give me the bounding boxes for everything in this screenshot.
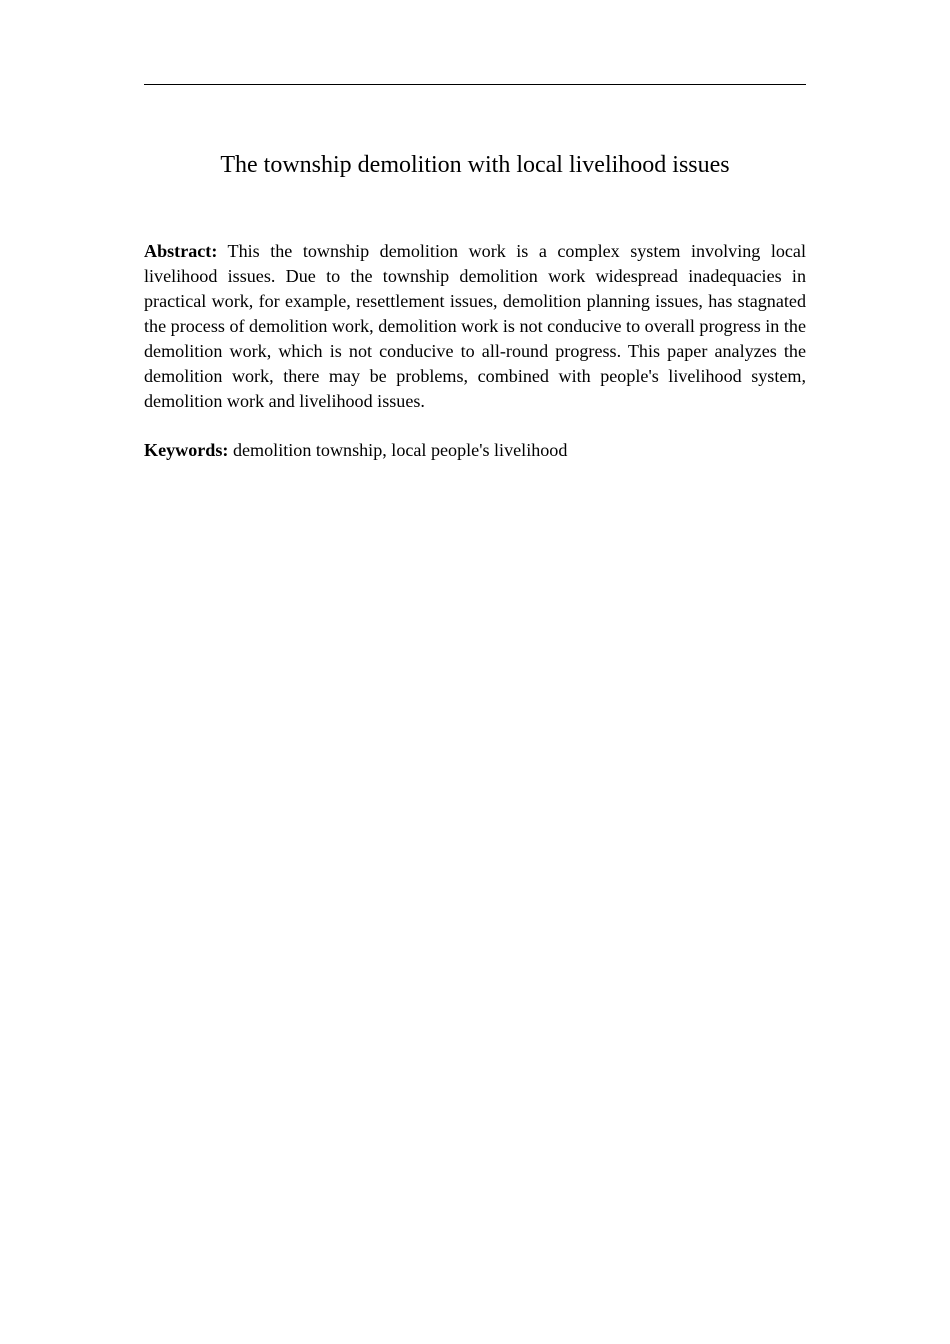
header-rule: [144, 84, 806, 85]
keywords-text: demolition township, local people's livelihood: [232, 440, 568, 460]
paper-title: The township demolition with local livelihood issues: [220, 152, 730, 178]
abstract-text: This the township demolition work is a complex system involving local livelihood issues. Due to the township demolition work widespread inadequacies in practical work, for example, resettlement issues, demolition planning issues, has stagnated the process of demolition work, demolition work is not conducive to overall progress in the demolition work, which is not conducive to all-round progress. This paper analyzes the demolition work, there may be problems, combined with people's livelihood system, demolition work and livelihood issues.: [144, 241, 806, 411]
abstract-label: Abstract:: [144, 241, 218, 261]
keywords-paragraph: [144, 438, 806, 463]
keywords-label: Keywords:: [144, 440, 229, 460]
abstract-paragraph: [144, 239, 806, 414]
